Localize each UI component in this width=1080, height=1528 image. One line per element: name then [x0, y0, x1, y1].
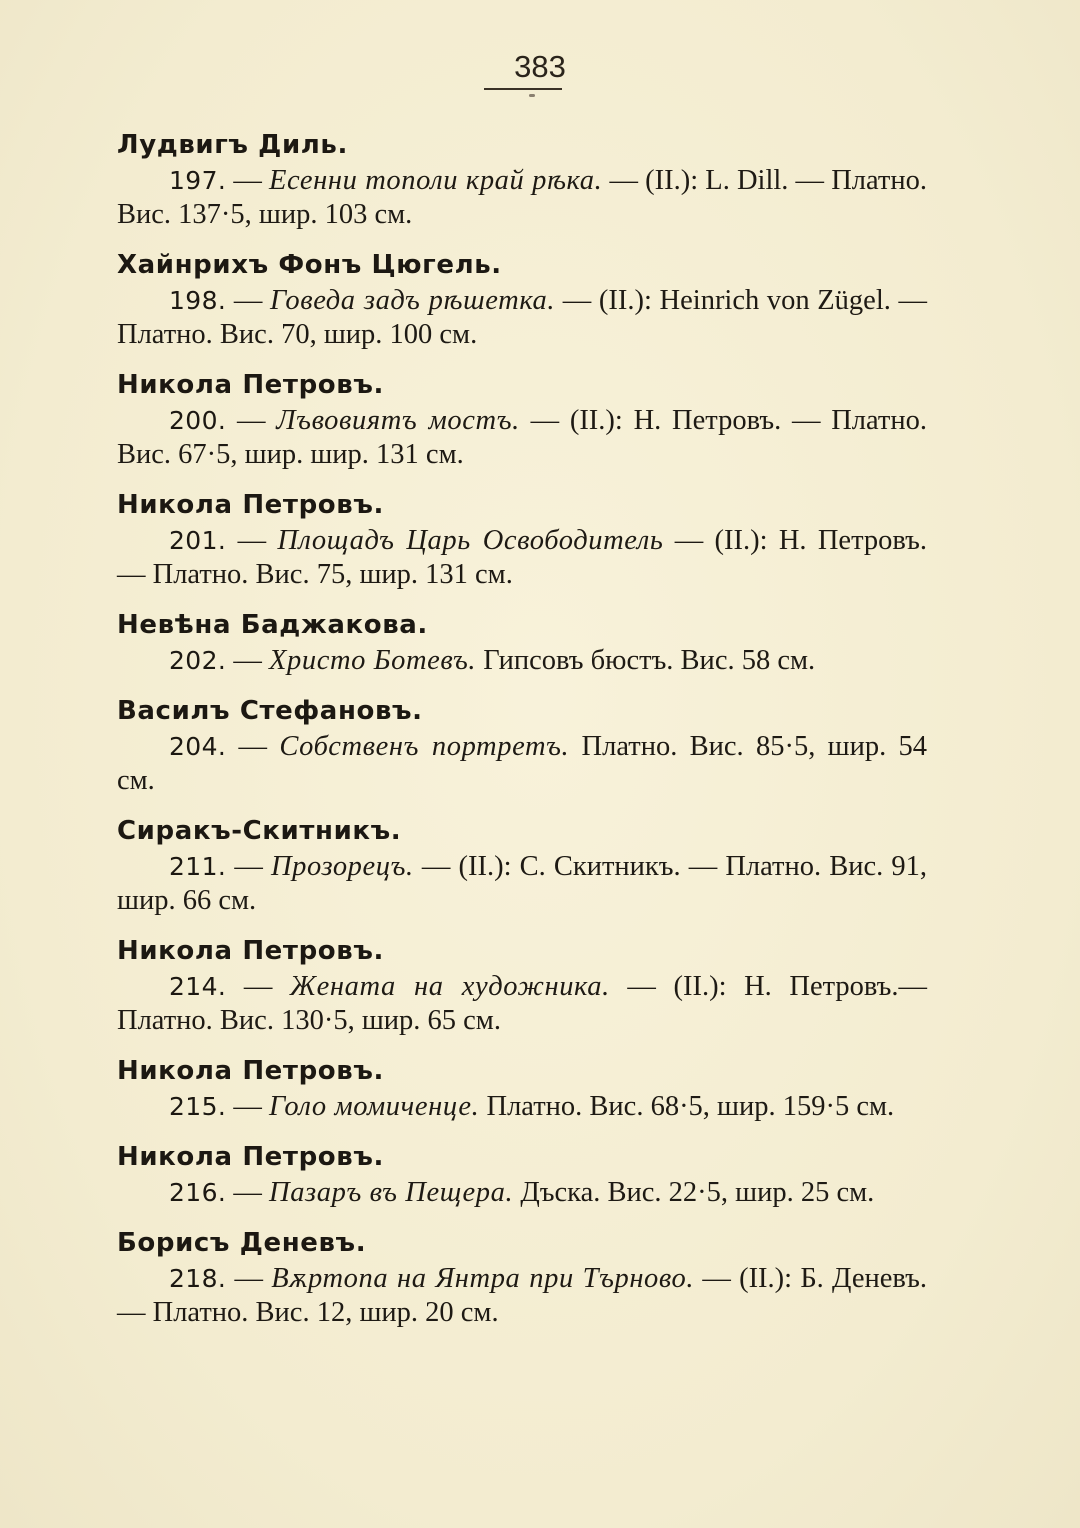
- artist-name: Никола Петровъ.: [117, 490, 384, 520]
- artwork-title: Лъвовиятъ мостъ.: [276, 405, 520, 436]
- artist-name: Сиракъ-Скитникъ.: [117, 816, 402, 846]
- catalog-entry: [117, 608, 927, 678]
- artwork-details: Платно. Вис. 85·5, шир. 54 см.: [117, 731, 928, 796]
- dash: —: [226, 731, 280, 762]
- page-number-rule: [484, 88, 562, 90]
- artwork-details: Дъска. Вис. 22·5, шир. 25 см.: [513, 1177, 875, 1208]
- catalog-entry: [117, 368, 927, 472]
- artwork-title: Жената на художника.: [289, 971, 610, 1002]
- artist-name: Невѣна Баджакова.: [117, 610, 428, 640]
- artwork-details: Платно. Вис. 68·5, шир. 159·5 см.: [479, 1091, 895, 1122]
- artwork-title: Голо момиченце.: [269, 1091, 480, 1122]
- catalog-entry: [117, 488, 927, 592]
- artwork-description: [117, 850, 927, 918]
- dash: —: [226, 1177, 270, 1208]
- catalog-entries: [117, 128, 927, 1346]
- catalog-number: 216.: [169, 1178, 227, 1207]
- artwork-details: — (II.): Б. Деневъ. — Платно. Вис. 12, шир. 20 см.: [117, 1263, 927, 1328]
- artwork-details: Гипсовъ бюстъ. Вис. 58 см.: [476, 645, 816, 676]
- artwork-details: — (II.): L. Dill. — Платно. Вис. 137·5, шир. 103 см.: [117, 165, 927, 230]
- dash: —: [226, 285, 271, 316]
- dash: —: [226, 971, 290, 1002]
- artwork-title: Площадъ Царь Освободитель: [277, 525, 664, 556]
- page-number-container: [0, 48, 1080, 86]
- artwork-title: Вѫртопа на Янтра при Търново.: [271, 1263, 695, 1294]
- artist-name: Лудвигъ Диль.: [117, 130, 348, 160]
- artist-name: Никола Петровъ.: [117, 370, 384, 400]
- catalog-number: 211.: [169, 852, 227, 881]
- artwork-description: [117, 1262, 927, 1330]
- catalog-number: 215.: [169, 1092, 227, 1121]
- artwork-description: [117, 524, 927, 592]
- dash: —: [226, 1091, 270, 1122]
- catalog-number: 204.: [169, 732, 227, 761]
- catalog-number: 200.: [169, 406, 227, 435]
- dash: —: [226, 645, 270, 676]
- dash: —: [226, 851, 271, 882]
- catalog-entry: [117, 1226, 927, 1330]
- catalog-entry: [117, 814, 927, 918]
- artwork-details: — (II.): Heinrich von Zügel. — Платно. Вис. 70, шир. 100 см.: [117, 285, 928, 350]
- catalog-number: 201.: [169, 526, 227, 555]
- artwork-title: Пазаръ въ Пещера.: [269, 1177, 514, 1208]
- artwork-description: [117, 644, 927, 678]
- artist-name: Никола Петровъ.: [117, 1056, 384, 1086]
- artwork-description: [117, 970, 927, 1038]
- artist-name: Борисъ Деневъ.: [117, 1228, 367, 1258]
- catalog-entry: [117, 694, 927, 798]
- artwork-description: [117, 1176, 927, 1210]
- artwork-description: [117, 1090, 927, 1124]
- catalog-number: 197.: [169, 166, 227, 195]
- artwork-description: [117, 404, 927, 472]
- artist-name: Хайнрихъ Фонъ Цюгель.: [117, 250, 502, 280]
- catalog-number: 214.: [169, 972, 227, 1001]
- page-number: 383: [514, 49, 566, 84]
- artwork-description: [117, 730, 927, 798]
- artist-name: Василъ Стефановъ.: [117, 696, 423, 726]
- dash: —: [226, 525, 278, 556]
- catalog-number: 218.: [169, 1264, 227, 1293]
- dash: —: [226, 405, 277, 436]
- dash: —: [226, 165, 270, 196]
- artist-name: Никола Петровъ.: [117, 1142, 384, 1172]
- artwork-details: — (II.): Н. Петровъ. — Платно. Вис. 67·5, шир. шир. 131 см.: [117, 405, 927, 470]
- artwork-description: [117, 164, 927, 232]
- artwork-details: — (II.): Н. Петровъ.— Платно. Вис. 130·5, шир. 65 см.: [117, 971, 928, 1036]
- catalog-number: 198.: [169, 286, 227, 315]
- artwork-title: Прозорецъ.: [270, 851, 414, 882]
- artwork-title: Христо Ботевъ.: [269, 645, 477, 676]
- catalog-entry: [117, 1140, 927, 1210]
- page-number-ornament: [529, 94, 535, 97]
- artist-name: Никола Петровъ.: [117, 936, 384, 966]
- artwork-title: Говеда задъ рѣшетка.: [270, 285, 556, 316]
- artwork-details: — (II.): С. Скитникъ. — Платно. Вис. 91, шир. 66 см.: [117, 851, 928, 916]
- catalog-entry: [117, 934, 927, 1038]
- artwork-title: Собственъ портретъ.: [279, 731, 570, 762]
- artwork-details: — (II.): Н. Петровъ. — Платно. Вис. 75, шир. 131 см.: [117, 525, 927, 590]
- catalog-entry: [117, 1054, 927, 1124]
- artwork-description: [117, 284, 927, 352]
- catalog-number: 202.: [169, 646, 227, 675]
- dash: —: [226, 1263, 272, 1294]
- catalog-entry: [117, 248, 927, 352]
- artwork-title: Есенни тополи край рѣка.: [269, 165, 603, 196]
- catalog-entry: [117, 128, 927, 232]
